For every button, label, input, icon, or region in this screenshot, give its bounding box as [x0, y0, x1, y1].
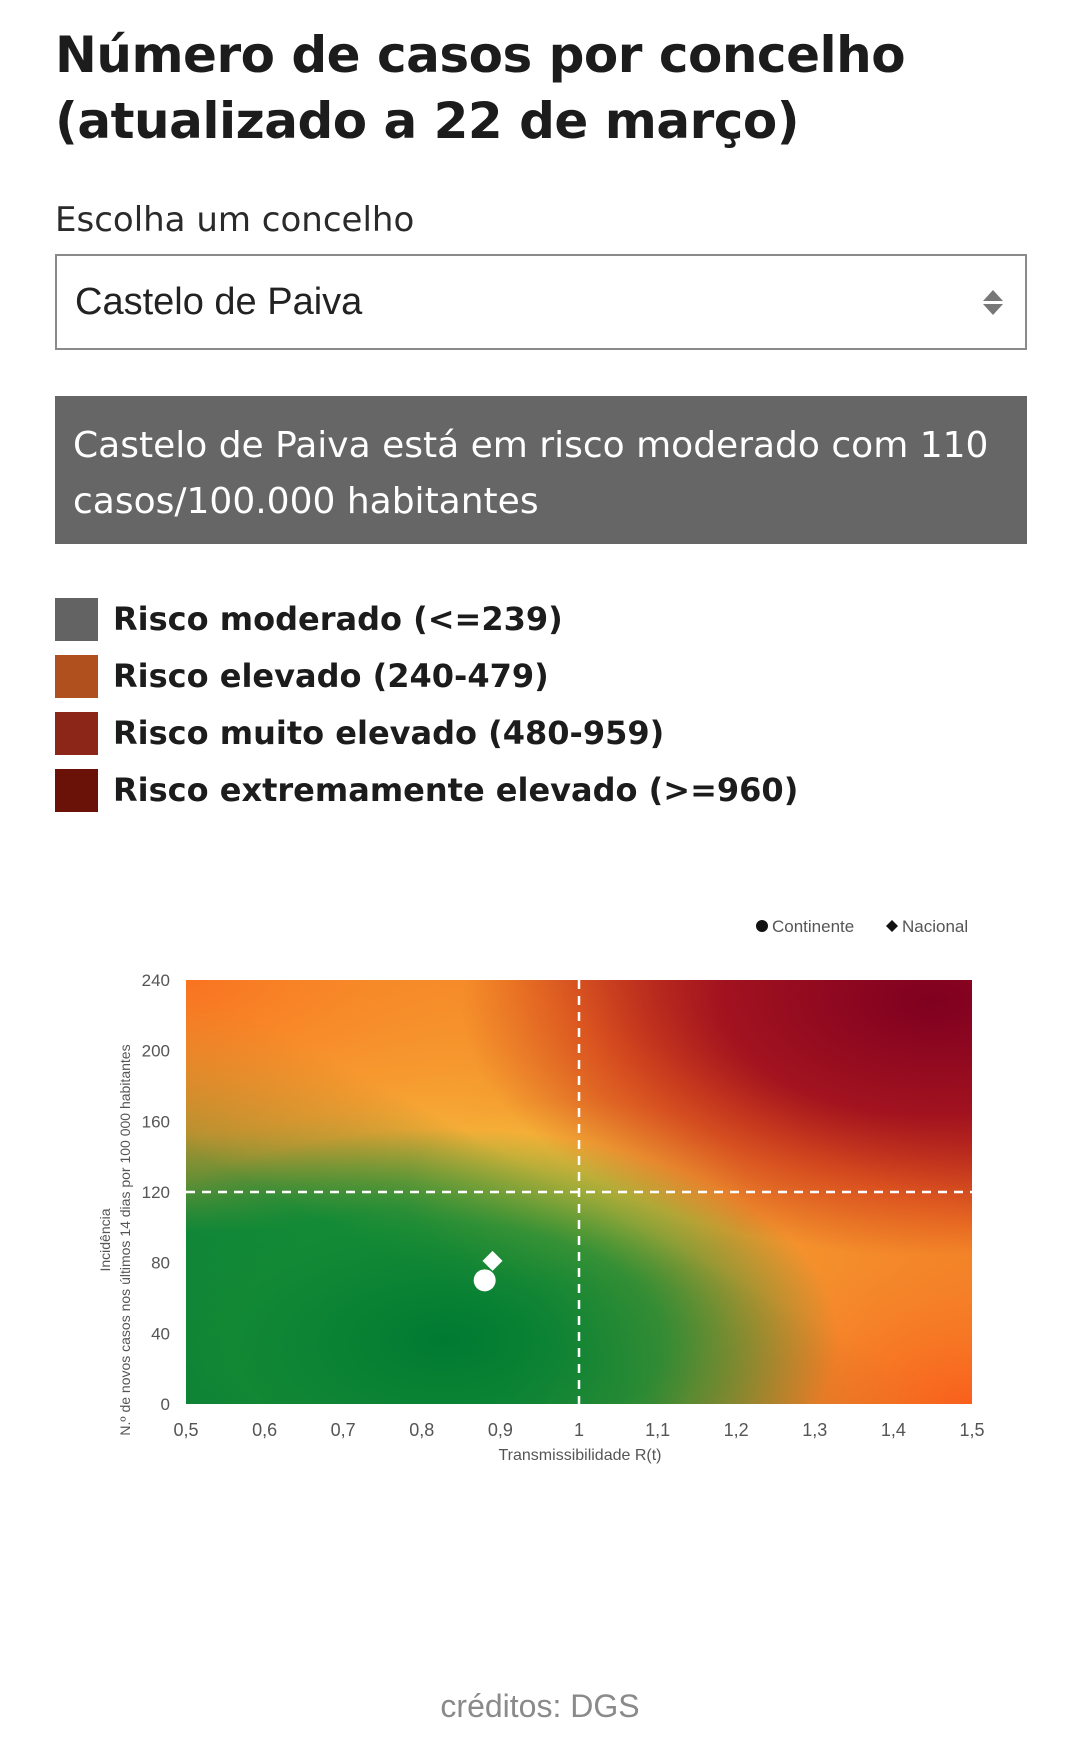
y-tick-label: 80: [151, 1253, 170, 1273]
legend-label: Risco extremamente elevado (>=960): [113, 771, 799, 809]
x-tick-label: 0,8: [409, 1420, 435, 1440]
risk-banner: Castelo de Paiva está em risco moderado com 110 casos/100.000 habitantes: [55, 396, 1027, 544]
x-tick-label: 1: [573, 1420, 585, 1440]
point-continente: [474, 1269, 496, 1291]
legend-item-extremamente-elevado: [55, 769, 1027, 811]
y-axis-ticks: [142, 971, 170, 1414]
legend-swatch: [55, 712, 98, 755]
risk-matrix-chart: [0, 900, 1080, 1670]
select-arrows-icon: [983, 290, 1003, 315]
y-axis-label: Incidência: [97, 1208, 113, 1272]
x-axis-ticks: [173, 1420, 984, 1440]
y-tick-label: 120: [141, 1183, 170, 1202]
x-tick-label: 1,2: [723, 1420, 749, 1440]
page-title: Número de casos por concelho (atualizado a 22 de março): [55, 26, 906, 150]
y-axis-sublabel: N.º de novos casos nos últimos 14 dias por 100 000 habitantes: [117, 1044, 133, 1436]
chart-legend: [756, 917, 968, 936]
y-tick-label: 160: [141, 1112, 170, 1132]
legend-label-continente: Continente: [772, 917, 855, 936]
x-tick-label: 0,5: [173, 1420, 199, 1440]
select-label: Escolha um concelho: [55, 200, 415, 240]
x-tick-label: 1,4: [880, 1420, 906, 1440]
x-tick-label: 0,6: [252, 1420, 278, 1440]
legend-swatch: [55, 769, 98, 812]
legend-item-muito-elevado: [55, 712, 1027, 754]
y-tick-label: 240: [141, 971, 170, 990]
legend-label-nacional: Nacional: [902, 917, 969, 936]
legend-label: Risco moderado (<=239): [113, 600, 563, 638]
legend-marker-nacional: [886, 920, 898, 932]
concelho-select[interactable]: [55, 254, 1027, 350]
legend-swatch: [55, 655, 98, 698]
legend-item-moderado: [55, 598, 1027, 640]
legend-item-elevado: [55, 655, 1027, 697]
x-tick-label: 1,5: [959, 1420, 985, 1440]
x-tick-label: 1,3: [802, 1420, 828, 1440]
y-tick-label: 40: [151, 1324, 170, 1344]
legend-label: Risco elevado (240-479): [113, 657, 549, 695]
y-tick-label: 200: [141, 1041, 170, 1061]
selected-concelho: Castelo de Paiva: [75, 280, 363, 323]
x-axis-label: Transmissibilidade R(t): [498, 1447, 662, 1464]
content: [55, 0, 1027, 826]
x-tick-label: 1,1: [645, 1420, 671, 1440]
x-tick-label: 0,9: [487, 1420, 513, 1440]
legend-marker-continente: [756, 920, 768, 932]
credits: créditos: DGS: [440, 1688, 640, 1724]
legend-swatch: [55, 598, 98, 641]
legend-label: Risco muito elevado (480-959): [113, 714, 665, 752]
y-tick-label: 0: [160, 1395, 170, 1414]
risk-legend: [55, 598, 1027, 811]
x-tick-label: 0,7: [330, 1420, 356, 1440]
